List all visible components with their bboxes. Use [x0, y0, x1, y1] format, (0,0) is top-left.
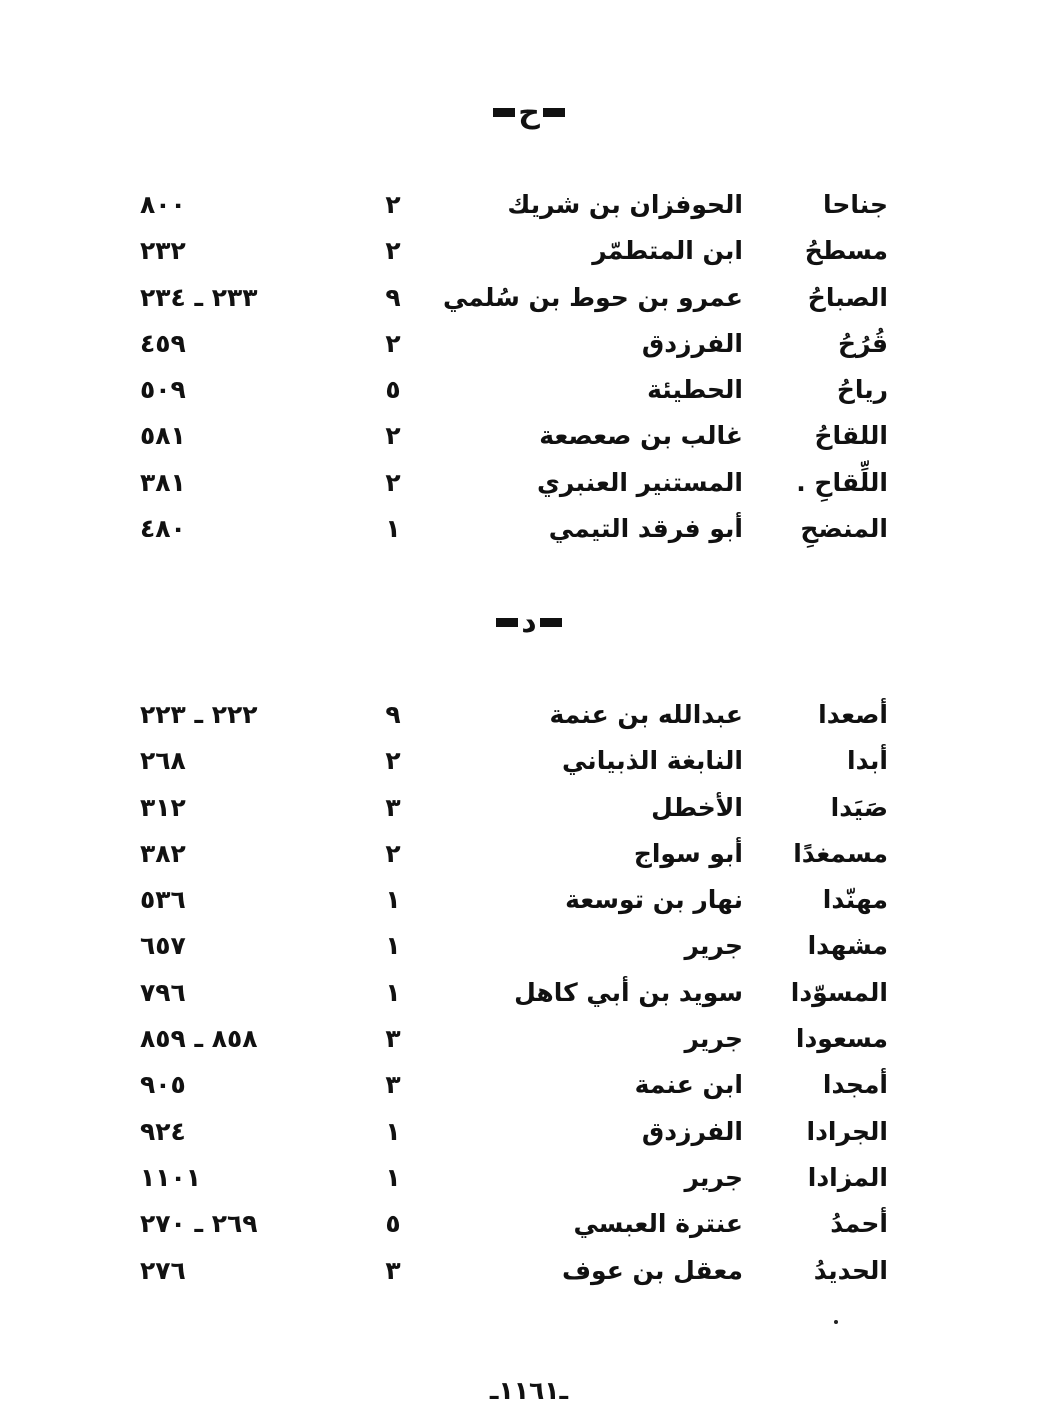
rhyme-word: الجرادا: [806, 1116, 888, 1146]
verse-count: ٢: [385, 328, 401, 358]
poet-name: جرير: [684, 931, 743, 961]
poet-name: أبو فرقد التيمي: [548, 514, 743, 544]
section-header-ha: [0, 94, 1058, 130]
poet-name: سويد بن أبي كاهل: [514, 977, 743, 1007]
page-reference: ٩٢٤: [140, 1116, 186, 1146]
verse-count: ٢: [385, 421, 401, 451]
page-reference: ٦٥٧: [140, 931, 186, 961]
rhyme-word: المسوّدا: [790, 977, 888, 1007]
poet-name: معقل بن عوف: [562, 1255, 743, 1285]
poet-name: غالب بن صعصعة: [539, 421, 743, 451]
poet-name: جرير: [684, 1024, 743, 1054]
page-reference: ٨٠٠: [140, 190, 186, 219]
rhyme-word: أحمدُ: [830, 1209, 888, 1239]
page-reference: ١١٠١: [140, 1162, 202, 1192]
poet-name: أبو سواج: [633, 838, 743, 868]
rhyme-word: مشهدا: [807, 931, 888, 961]
table-row: [0, 831, 1058, 877]
poet-name: نهار بن توسعة: [565, 885, 743, 915]
verse-count: ١: [385, 931, 401, 961]
poet-name: الفرزدق: [641, 1116, 743, 1146]
verse-count: ٣: [385, 1024, 401, 1054]
rhyme-word: الحديدُ: [813, 1255, 888, 1285]
section-ha-table: [0, 182, 1058, 552]
stray-dot-mark: [834, 1320, 838, 1324]
page-reference: ٥٠٩: [140, 375, 186, 405]
page-number: ـ١١٦١ـ: [489, 1376, 569, 1405]
table-row: [0, 1062, 1058, 1108]
poet-name: النابغة الذبياني: [562, 746, 743, 776]
poet-name: الحوفزان بن شريك: [507, 190, 743, 219]
verse-count: ٢: [385, 236, 401, 266]
verse-count: ١: [385, 977, 401, 1007]
verse-count: ٩: [385, 282, 401, 312]
table-row: [0, 182, 1058, 228]
verse-count: ١: [385, 1162, 401, 1192]
table-row: [0, 321, 1058, 367]
table-row: [0, 228, 1058, 274]
verse-count: ٢: [385, 838, 401, 868]
poet-name: ابن المتطمّر: [592, 236, 743, 266]
table-row: [0, 1201, 1058, 1247]
table-row: [0, 1155, 1058, 1201]
verse-count: ٢: [385, 190, 401, 219]
verse-count: ٢: [385, 746, 401, 776]
verse-count: ٥: [385, 1209, 401, 1239]
verse-count: ٣: [385, 1255, 401, 1285]
poet-name: عنترة العبسي: [573, 1209, 743, 1239]
poet-name: عبدالله بن عنمة: [549, 700, 743, 729]
page-reference: ٣٨٢: [140, 838, 186, 868]
page-reference: ٢٢٢ ـ ٢٢٣: [140, 700, 258, 729]
table-row: [0, 1109, 1058, 1155]
verse-count: ٣: [385, 792, 401, 822]
rhyme-word: أبدا: [847, 746, 888, 776]
poet-name: المستنير العنبري: [537, 467, 743, 497]
table-row: [0, 275, 1058, 321]
rhyme-word: قُرُحُ: [838, 328, 888, 358]
table-row: [0, 970, 1058, 1016]
table-row: [0, 785, 1058, 831]
poet-name: جرير: [684, 1162, 743, 1192]
page-reference: ٢٧٦: [140, 1255, 186, 1285]
page-reference: ٢٦٨: [140, 746, 186, 776]
rhyme-word: اللقاحُ: [814, 421, 888, 451]
page-reference: ٣١٢: [140, 792, 186, 822]
section-letter: ح: [518, 95, 540, 130]
rhyme-word: مسمغدًا: [793, 838, 888, 868]
rhyme-word: أمجدا: [822, 1070, 888, 1100]
page-reference: ٧٩٦: [140, 977, 186, 1007]
rhyme-word: مهنّدا: [822, 885, 888, 915]
rhyme-word: جناحا: [822, 190, 888, 219]
rhyme-word: اللِّقاحِ .: [796, 467, 888, 497]
table-row: [0, 413, 1058, 459]
rhyme-word: مسعودا: [795, 1024, 888, 1054]
page-reference: ٤٥٩: [140, 328, 186, 358]
header-bar-right: [543, 108, 565, 117]
page-reference: ٢٦٩ ـ ٢٧٠: [140, 1209, 258, 1239]
page-reference: ٩٠٥: [140, 1070, 186, 1100]
rhyme-word: الصباحُ: [807, 282, 888, 312]
verse-count: ١: [385, 1116, 401, 1146]
table-row: [0, 738, 1058, 784]
table-row: [0, 877, 1058, 923]
page-reference: ٨٥٨ ـ ٨٥٩: [140, 1024, 258, 1054]
page-reference: ٢٣٢: [140, 236, 186, 266]
table-row: [0, 1248, 1058, 1294]
verse-count: ٣: [385, 1070, 401, 1100]
section-letter: د: [521, 605, 537, 640]
rhyme-word: المنضحِ: [800, 514, 888, 544]
page-reference: ٣٨١: [140, 467, 186, 497]
page-reference: ٥٨١: [140, 421, 186, 451]
verse-count: ١: [385, 885, 401, 915]
table-row: [0, 460, 1058, 506]
header-bar-left: [496, 618, 518, 627]
header-bar-right: [540, 618, 562, 627]
table-row: [0, 1016, 1058, 1062]
verse-count: ٩: [385, 700, 401, 729]
header-bar-left: [493, 108, 515, 117]
poet-name: الأخطل: [651, 792, 743, 822]
verse-count: ١: [385, 514, 401, 544]
rhyme-word: المزادا: [807, 1162, 888, 1192]
rhyme-word: أصعدا: [818, 700, 888, 729]
verse-count: ٥: [385, 375, 401, 405]
table-row: [0, 367, 1058, 413]
table-row: [0, 692, 1058, 738]
poet-name: الحطيئة: [647, 375, 743, 405]
section-header-dal: [0, 604, 1058, 640]
page-reference: ٢٣٣ ـ ٢٣٤: [140, 282, 258, 312]
poet-name: عمرو بن حوط بن سُلمي: [442, 282, 743, 312]
table-row: [0, 506, 1058, 552]
table-row: [0, 923, 1058, 969]
section-dal-table: [0, 692, 1058, 1294]
poet-name: ابن عنمة: [634, 1070, 743, 1100]
page-reference: ٤٨٠: [140, 514, 186, 544]
verse-count: ٢: [385, 467, 401, 497]
page-reference: ٥٣٦: [140, 885, 186, 915]
rhyme-word: رياحُ: [836, 375, 888, 405]
rhyme-word: مسطحُ: [804, 236, 888, 266]
rhyme-word: صَيَدا: [830, 792, 888, 822]
poet-name: الفرزدق: [641, 328, 743, 358]
